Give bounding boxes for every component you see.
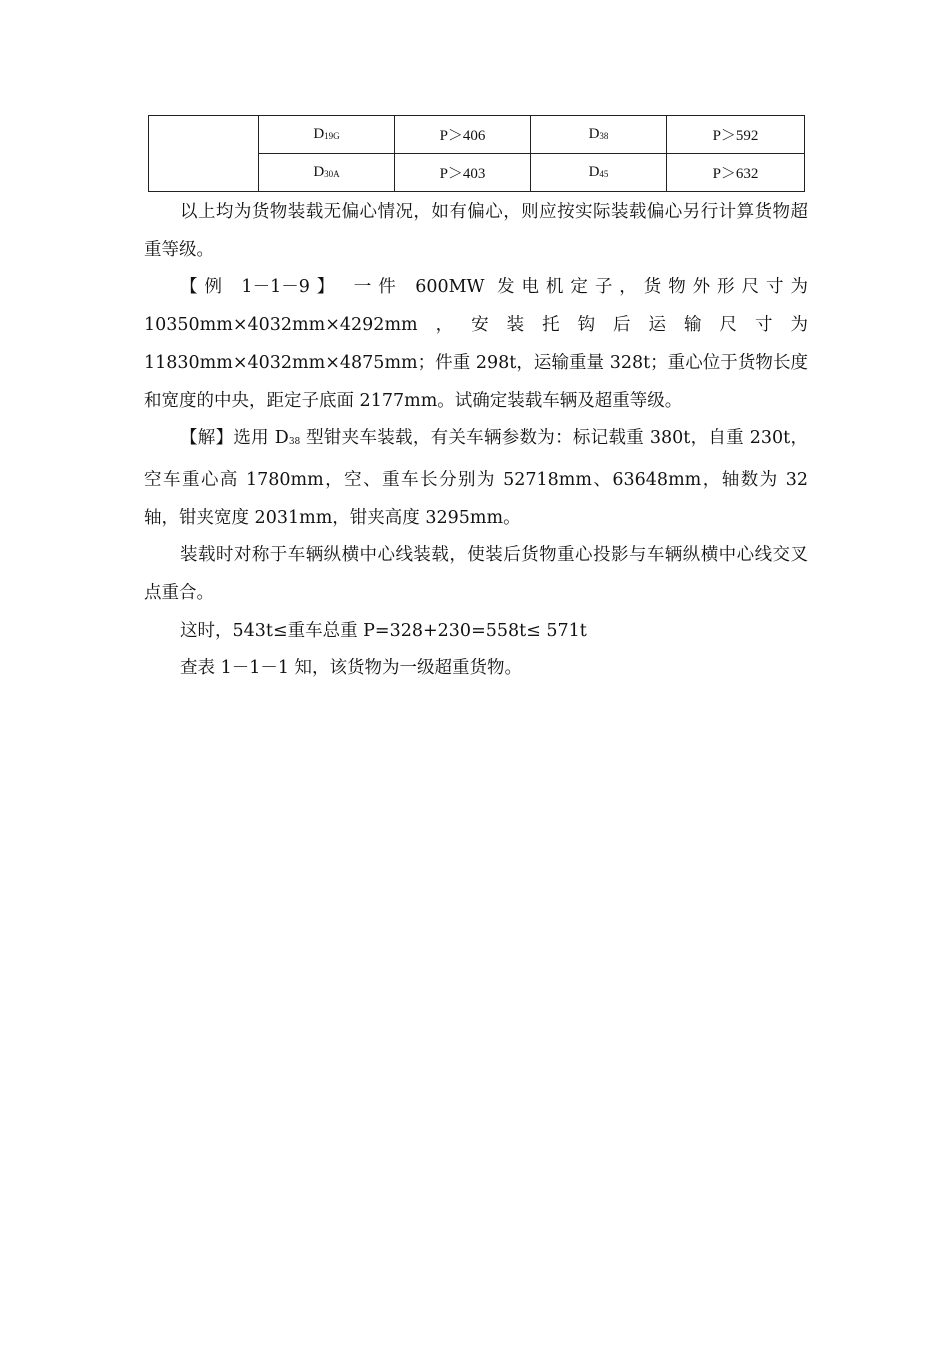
- overweight-grade-table: [148, 115, 805, 192]
- table-cell-weight: P＞632: [667, 154, 805, 192]
- paragraph-conclusion: 查表 1－1－1 知，该货物为一级超重货物。: [180, 658, 523, 679]
- paragraph-total-weight: 这时，543t≤重车总重 P=328+230=558t≤ 571t: [180, 620, 587, 641]
- paragraph-example-statement: 【例 1－1－9】 一件 600MW 发电机定子，货物外形尺寸为 10350mm×4032mm×4292mm，安装托钩后运输尺寸为 11830mm×4032mm×4875mm；件重 298t，运输重量 328t；重心位于货物长度和宽度的中央，距定子底面 2177mm。试确定装载车辆及超重等级。: [144, 277, 808, 411]
- table-cell-weight: P＞592: [667, 116, 805, 154]
- table-cell-weight: P＞403: [395, 154, 531, 192]
- table-cell-car-type: $D_{45}$: [531, 154, 667, 192]
- paragraph-solution: 【解】选用 $D_{38}$ 型钳夹车装载，有关车辆参数为：标记载重 380t，自重 230t，空车重心高 1780mm，空、重车长分别为 52718mm、63648mm，轴数为 32 轴，钳夹宽度 2031mm，钳夹高度 3295mm。: [144, 428, 809, 528]
- paragraph-loading-method: 装载时对称于车辆纵横中心线装载，使装后货物重心投影与车辆纵横中心线交叉点重合。: [144, 545, 808, 604]
- table-cell-car-type: $D_{19G}$: [259, 116, 395, 154]
- table-cell-car-type: $D_{38}$: [531, 116, 667, 154]
- paragraph-eccentric-note: 以上均为货物装载无偏心情况，如有偏心，则应按实际装载偏心另行计算货物超重等级。: [144, 202, 808, 260]
- table-row: [149, 116, 805, 154]
- table-cell-weight: P＞406: [395, 116, 531, 154]
- table-cell-merged: [149, 116, 259, 192]
- table-cell-car-type: $D_{30A}$: [259, 154, 395, 192]
- body-text: [144, 194, 808, 688]
